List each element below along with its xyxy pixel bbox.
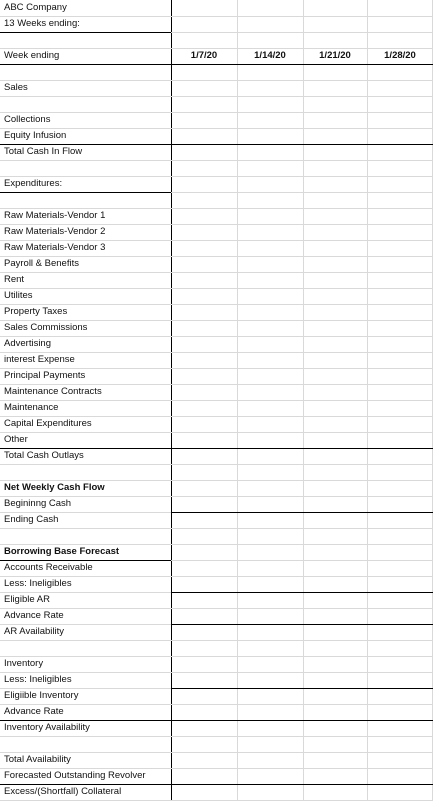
expenditures-underline bbox=[0, 192, 171, 193]
row-period[interactable] bbox=[0, 16, 433, 32]
row-ending[interactable] bbox=[0, 512, 433, 528]
row-total-avail[interactable] bbox=[0, 752, 433, 768]
row-eligible-inv[interactable] bbox=[0, 688, 433, 704]
row-other[interactable] bbox=[0, 432, 433, 448]
inv-avail-label: Inventory Availability bbox=[4, 722, 90, 733]
ar-avail-label: AR Availability bbox=[4, 626, 65, 637]
grid-row-line bbox=[0, 160, 433, 161]
maint-contracts-label: Maintenance Contracts bbox=[4, 386, 102, 397]
row-collections[interactable] bbox=[0, 112, 433, 128]
row-maintenance[interactable] bbox=[0, 400, 433, 416]
row-rent[interactable] bbox=[0, 272, 433, 288]
payroll-label: Payroll & Benefits bbox=[4, 258, 79, 269]
ending-label: Ending Cash bbox=[4, 514, 59, 525]
eligible-ar-label: Eligible AR bbox=[4, 594, 50, 605]
row-inventory[interactable] bbox=[0, 656, 433, 672]
row-total-out[interactable] bbox=[0, 448, 433, 464]
week-col-4: 1/28/20 bbox=[384, 50, 416, 61]
interest-label: interest Expense bbox=[4, 354, 75, 365]
less-inelig-ar-label: Less: Ineligibles bbox=[4, 578, 72, 589]
collections-label: Collections bbox=[4, 114, 51, 125]
row-less-inelig-inv[interactable] bbox=[0, 672, 433, 688]
row-equity[interactable] bbox=[0, 128, 433, 144]
row-ar-avail[interactable] bbox=[0, 624, 433, 640]
rent-label: Rent bbox=[4, 274, 25, 285]
row-utilities[interactable] bbox=[0, 288, 433, 304]
row-rm1[interactable] bbox=[0, 208, 433, 224]
title-underline bbox=[0, 32, 171, 33]
row-company[interactable] bbox=[0, 0, 433, 16]
week-col-3: 1/21/20 bbox=[319, 50, 351, 61]
row-adv-rate-ar[interactable] bbox=[0, 608, 433, 624]
inventory-label: Inventory bbox=[4, 658, 44, 669]
row-rm3[interactable] bbox=[0, 240, 433, 256]
row-expenditures[interactable] bbox=[0, 176, 433, 192]
row-inv-avail[interactable] bbox=[0, 720, 433, 736]
grid-row-line bbox=[0, 464, 433, 465]
sales-label: Sales bbox=[4, 82, 28, 93]
grid-row-line bbox=[0, 96, 433, 97]
grid-row-line bbox=[0, 640, 433, 641]
rm2-label: Raw Materials-Vendor 2 bbox=[4, 226, 106, 237]
adv-rate-inv-label: Advance Rate bbox=[4, 706, 64, 717]
row-commissions[interactable] bbox=[0, 320, 433, 336]
row-beginning[interactable] bbox=[0, 496, 433, 512]
total-out-label: Total Cash Outlays bbox=[4, 450, 84, 461]
equity-label: Equity Infusion bbox=[4, 130, 67, 141]
beginning-label: Begininng Cash bbox=[4, 498, 72, 509]
expenditures-label: Expenditures: bbox=[4, 178, 63, 189]
row-rm2[interactable] bbox=[0, 224, 433, 240]
row-bb-forecast[interactable] bbox=[0, 544, 433, 560]
period-label: 13 Weeks ending: bbox=[4, 18, 80, 29]
grid-row-line bbox=[0, 736, 433, 737]
week-ending-label: Week ending bbox=[4, 50, 60, 61]
row-excess[interactable] bbox=[0, 784, 433, 800]
principal-label: Principal Payments bbox=[4, 370, 86, 381]
other-label: Other bbox=[4, 434, 28, 445]
ar-label: Accounts Receivable bbox=[4, 562, 93, 573]
week-col-2: 1/14/20 bbox=[254, 50, 286, 61]
row-interest[interactable] bbox=[0, 352, 433, 368]
utilities-label: Utilites bbox=[4, 290, 33, 301]
adv-rate-ar-label: Advance Rate bbox=[4, 610, 64, 621]
advertising-label: Advertising bbox=[4, 338, 51, 349]
row-maint-contracts[interactable] bbox=[0, 384, 433, 400]
row-sales[interactable] bbox=[0, 80, 433, 96]
capex-label: Capital Expenditures bbox=[4, 418, 92, 429]
row-ar[interactable] bbox=[0, 560, 433, 576]
row-net-weekly[interactable] bbox=[0, 480, 433, 496]
row-total-in[interactable] bbox=[0, 144, 433, 160]
row-property[interactable] bbox=[0, 304, 433, 320]
maintenance-label: Maintenance bbox=[4, 402, 59, 413]
row-eligible-ar[interactable] bbox=[0, 592, 433, 608]
row-week-header[interactable] bbox=[0, 48, 433, 64]
bb-forecast-label: Borrowing Base Forecast bbox=[4, 546, 120, 557]
row-payroll[interactable] bbox=[0, 256, 433, 272]
week-col-1: 1/7/20 bbox=[190, 50, 218, 61]
commissions-label: Sales Commissions bbox=[4, 322, 88, 333]
row-less-inelig-ar[interactable] bbox=[0, 576, 433, 592]
excess-label: Excess/(Shortfall) Collateral bbox=[4, 786, 122, 797]
row-capex[interactable] bbox=[0, 416, 433, 432]
company-name: ABC Company bbox=[4, 2, 67, 13]
net-weekly-label: Net Weekly Cash Flow bbox=[4, 482, 105, 493]
row-forecast-revolver[interactable] bbox=[0, 768, 433, 784]
header-underline bbox=[0, 64, 433, 65]
property-label: Property Taxes bbox=[4, 306, 68, 317]
forecast-revolver-label: Forecasted Outstanding Revolver bbox=[4, 770, 146, 781]
total-avail-label: Total Availability bbox=[4, 754, 71, 765]
rm1-label: Raw Materials-Vendor 1 bbox=[4, 210, 106, 221]
row-adv-rate-inv[interactable] bbox=[0, 704, 433, 720]
grid-row-line bbox=[0, 528, 433, 529]
row-principal[interactable] bbox=[0, 368, 433, 384]
less-inelig-inv-label: Less: Ineligibles bbox=[4, 674, 72, 685]
total-in-label: Total Cash In Flow bbox=[4, 146, 83, 157]
row-advertising[interactable] bbox=[0, 336, 433, 352]
eligible-inv-label: Eligiible Inventory bbox=[4, 690, 79, 701]
rm3-label: Raw Materials-Vendor 3 bbox=[4, 242, 106, 253]
